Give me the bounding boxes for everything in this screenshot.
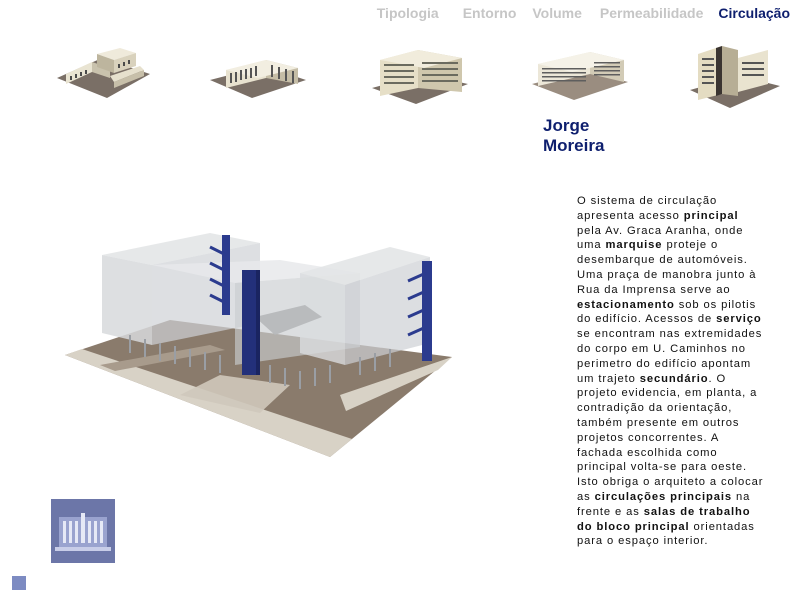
circulation-3d-model [60, 225, 460, 465]
description-emphasis: serviço [716, 313, 762, 326]
description-text: O sistema de circulação apresenta acesso [577, 195, 718, 222]
description-emphasis: secundário [639, 372, 709, 385]
top-nav [377, 5, 790, 21]
description-text: . O projeto evidencia, em planta, a contradição da orientação, também presente em outros projetos concorrentes. A fachada escolhida como principal volta-se para oeste. Isto obriga o arquiteto a colocar as [577, 372, 764, 503]
description-text: se encontram nas extremidades do corpo em U. Caminhos no perimetro do edifício apontam um trajeto [577, 328, 763, 385]
nav-circulacao[interactable]: Circulação [718, 5, 790, 21]
building-image-thumbnail[interactable] [51, 499, 115, 563]
description-text: sob os pilotis do edifício. Acessos de [577, 298, 757, 326]
architect-last-name: Moreira [543, 136, 605, 155]
description-emphasis: principal [683, 209, 739, 222]
architect-first-name: Jorge [543, 116, 590, 135]
project-thumbnail-4[interactable] [530, 40, 630, 110]
description-emphasis: circulações principais [594, 490, 732, 503]
menu-square-button[interactable] [12, 576, 26, 590]
project-thumbnail-3[interactable] [370, 40, 470, 110]
nav-entorno[interactable]: Entorno [462, 5, 517, 21]
description-emphasis: marquise [605, 239, 663, 252]
description-emphasis: salas de trabalho do bloco principal [577, 505, 751, 533]
project-thumbnail-2[interactable] [208, 40, 308, 110]
project-thumbnail-1[interactable] [52, 40, 152, 110]
circulation-core-center [242, 270, 260, 375]
nav-permeabilidade[interactable]: Permeabilidade [599, 5, 704, 21]
description-text: proteje o desembarque de automóveis. Uma praça de manobra junto à Rua da Imprensa serve ao [577, 239, 757, 296]
description-text: pela Av. Graca Aranha, onde uma [577, 224, 744, 252]
description-text: orientadas para o espaço interior. [577, 520, 755, 548]
description-text: na frente e as [577, 490, 751, 518]
description-emphasis: estacionamento [577, 298, 675, 311]
project-thumbnail-5[interactable] [690, 40, 790, 110]
architect-name [543, 116, 604, 156]
nav-tipologia[interactable]: Tipologia [376, 5, 439, 21]
nav-volume[interactable]: Volume [532, 5, 582, 21]
circulation-description [577, 194, 767, 549]
